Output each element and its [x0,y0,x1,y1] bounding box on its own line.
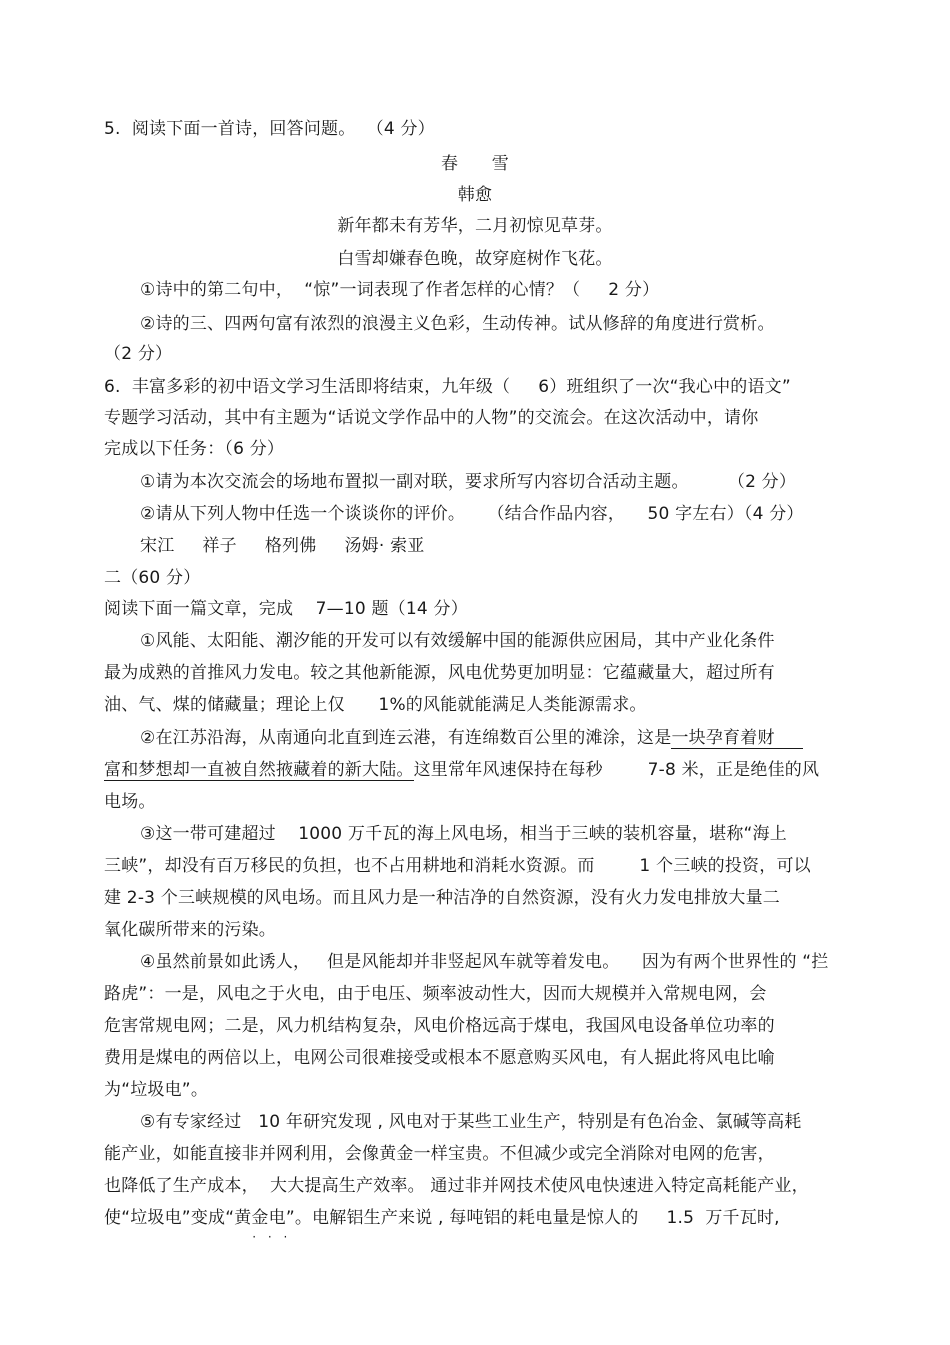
article-p4-line-2: 路虎”：一是，风电之于火电，由于电压、频率波动性大，因而大规模并入常规电网，会 [104,984,767,1004]
poem-author: 韩愈 [457,185,493,205]
article-p4-line-4: 费用是煤电的两倍以上，电网公司很难接受或根本不愿意购买风电，有人据此将风电比喻 [104,1048,775,1068]
poem-line-2: 白雪却嫌春色晚，故穿庭树作飞花。 [337,249,613,269]
q5-sub-question-1: ①诗中的第二句中， “惊”一词表现了作者怎样的心情？（ 2 分） [140,280,660,300]
section-2-heading: 二（60 分） [104,568,201,588]
poem-title: 春 雪 [440,154,510,174]
poem-line-1: 新年都未有芳华，二月初惊见草芽。 [337,216,613,236]
article-p5-line-4 [104,1207,780,1229]
q5-sub-question-2-score: （2 分） [104,344,173,364]
q5-prompt: 5. 阅读下面一首诗，回答问题。 （4 分） [104,119,435,139]
q6-line-1: 6. 丰富多彩的初中语文学习生活即将结束，九年级（ 6）班组织了一次“我心中的语文” [104,377,791,397]
q6-task-1: ①请为本次交流会的场地布置拟一副对联，要求所写内容切合活动主题。 （2 分） [140,472,797,492]
article-p4-line-5: 为“垃圾电”。 [104,1080,209,1100]
article-p2-line-2 [104,759,819,781]
q6-task-2: ②请从下列人物中任选一个谈谈你的评价。 （结合作品内容， 50 字左右）（4 分） [140,504,804,524]
article-p1-line-2: 最为成熟的首推风力发电。较之其他新能源，风电优势更加明显：它蕴藏量大，超过所有 [104,663,775,683]
emphasis-dotted-phrase: 黄金电 · · · [234,1208,286,1228]
q6-line-3: 完成以下任务：（6 分） [104,439,285,459]
section-2-instruction: 阅读下面一篇文章，完成 7—10 题（14 分） [104,599,468,619]
q5-sub-question-2: ②诗的三、四两句富有浓烈的浪漫主义色彩，生动传神。试从修辞的角度进行赏析。 [140,314,775,334]
article-p5-line-2: 能产业，如能直接非并网利用，会像黄金一样宝贵。不但减少或完全消除对电网的危害， [104,1144,775,1164]
underlined-phrase-continued: 富和梦想却一直被自然掖藏着的新大陆。 [104,760,414,780]
article-p3-line-4: 氧化碳所带来的污染。 [104,920,276,940]
article-p5-line-1: ⑤有专家经过 10 年研究发现 , 风电对于某些工业生产，特别是有色冶金、氯碱等高耗 [140,1112,802,1132]
article-p1-line-1: ①风能、太阳能、潮汐能的开发可以有效缓解中国的能源供应困局，其中产业化条件 [140,631,775,651]
underlined-phrase: 一块孕育着财 [671,728,803,748]
article-p1-line-3: 油、气、煤的储藏量；理论上仅 1%的风能就能满足人类能源需求。 [104,695,647,715]
article-p5-line-3: 也降低了生产成本， 大大提高生产效率。 通过非并网技术使风电快速进入特定高耗能产业， [104,1176,809,1196]
q6-line-2: 专题学习活动，其中有主题为“话说文学作品中的人物”的交流会。在这次活动中，请你 [104,408,759,428]
article-p4-line-3: 危害常规电网；二是，风力机结构复杂，风电价格远高于煤电，我国风电设备单位功率的 [104,1016,775,1036]
article-p2-text-after: 这里常年风速保持在每秒 7-8 米，正是绝佳的风 [413,760,820,780]
article-p3-line-1: ③这一带可建超过 1000 万千瓦的海上风电场，相当于三峡的装机容量，堪称“海上 [140,824,787,844]
article-p2-text: ②在江苏沿海，从南通向北直到连云港，有连绵数百公里的滩涂，这是 [140,728,672,748]
article-p2-line-3: 电场。 [104,792,156,812]
article-p4-line-1: ④虽然前景如此诱人， 但是风能却并非竖起风车就等着发电。 因为有两个世界性的 “拦 [140,952,829,972]
article-p3-line-2: 三峡”，却没有百万移民的负担，也不占用耕地和消耗水资源。而 1 个三峡的投资，可以 [104,856,811,876]
q6-character-names: 宋江 祥子 格列佛 汤姆· 索亚 [140,536,425,556]
article-p2-line-1 [140,727,803,749]
article-p5-text: 使“垃圾电”变成“ [104,1208,235,1228]
article-p5-text-after: ”。电解铝生产来说 , 每吨铝的耗电量是惊人的 1.5 万千瓦时, [285,1208,780,1228]
article-p3-line-3: 建 2-3 个三峡规模的风电场。而且风力是一种洁净的自然资源，没有火力发电排放大量二 [104,888,780,908]
